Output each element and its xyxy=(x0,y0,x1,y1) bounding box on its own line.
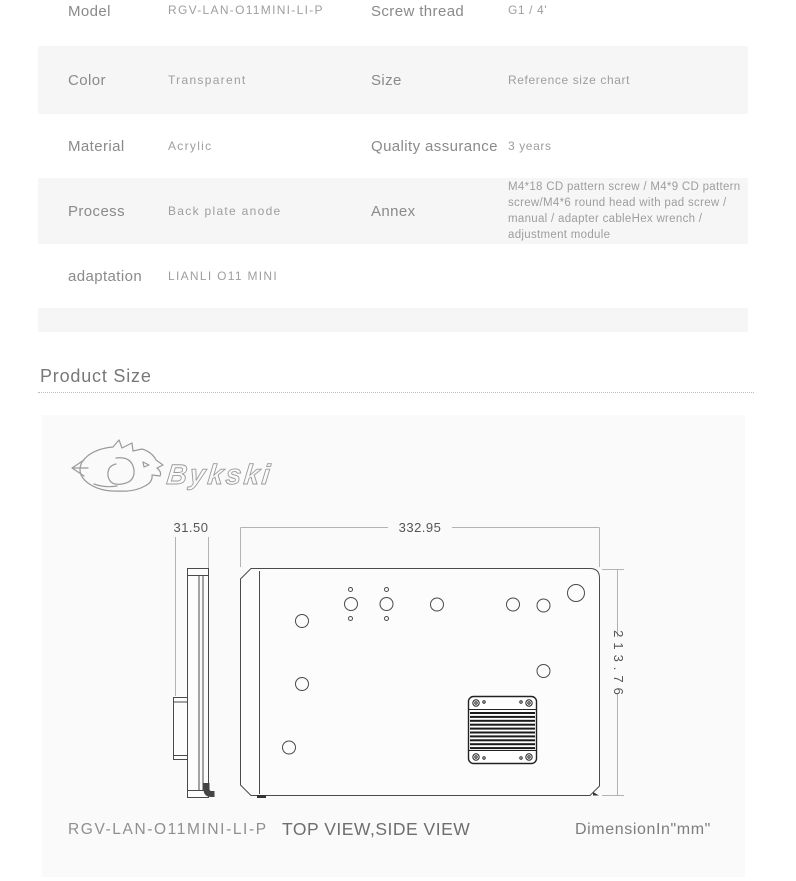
spec-label: Annex xyxy=(371,202,416,220)
dimension-height-label: 213.76 xyxy=(611,630,626,700)
spec-label: Size xyxy=(371,71,402,89)
spec-label: Quality assurance xyxy=(371,137,498,155)
spec-value: 3 years xyxy=(508,139,552,153)
spec-label: Color xyxy=(68,71,106,89)
brand-wordmark: Bykski xyxy=(165,459,274,490)
drawing-unit-label: DimensionIn"mm" xyxy=(575,821,711,838)
top-view-foot-right xyxy=(593,792,599,796)
spec-value: M4*18 CD pattern screw / M4*9 CD pattern screw/M4*6 round head with pad screw / manual / adapter cableHex wrench / adjustment module xyxy=(508,181,741,241)
spec-value: G1 / 4' xyxy=(508,3,548,17)
spec-label: Model xyxy=(68,3,111,20)
drawing-views-label: TOP VIEW,SIDE VIEW xyxy=(282,819,471,839)
spec-table xyxy=(38,0,748,332)
spec-label: Material xyxy=(68,137,125,155)
spec-label: Process xyxy=(68,202,125,220)
spec-label: adaptation xyxy=(68,267,143,285)
dimension-width-label: 332.95 xyxy=(398,520,442,535)
spec-row-model xyxy=(38,0,748,46)
top-view xyxy=(241,569,600,799)
drawing-model-label: RGV-LAN-O11MINI-LI-P xyxy=(68,821,268,838)
section-divider xyxy=(38,392,754,393)
dimension-depth-label: 31.50 xyxy=(173,520,209,535)
side-view xyxy=(174,569,215,798)
spec-label: Screw thread xyxy=(371,3,465,20)
spec-value: Transparent xyxy=(168,73,247,87)
technical-drawing xyxy=(42,415,745,877)
spec-value: Acrylic xyxy=(168,139,213,153)
spec-row-adaptation xyxy=(38,244,748,308)
spec-value: Back plate anode xyxy=(168,204,282,218)
drawing-footer xyxy=(42,821,745,847)
top-view-foot-left xyxy=(257,795,266,798)
spec-row-material xyxy=(38,114,748,178)
spec-row-spacer xyxy=(38,308,748,332)
pump-module xyxy=(469,697,537,764)
spec-value: LIANLI O11 MINI xyxy=(168,269,278,283)
product-size-drawing xyxy=(42,415,745,877)
spec-row-color xyxy=(38,46,748,114)
spec-value: RGV-LAN-O11MINI-LI-P xyxy=(168,3,324,17)
section-title: Product Size xyxy=(40,366,152,386)
spec-value: Reference size chart xyxy=(508,73,631,87)
spec-row-process xyxy=(38,178,748,244)
